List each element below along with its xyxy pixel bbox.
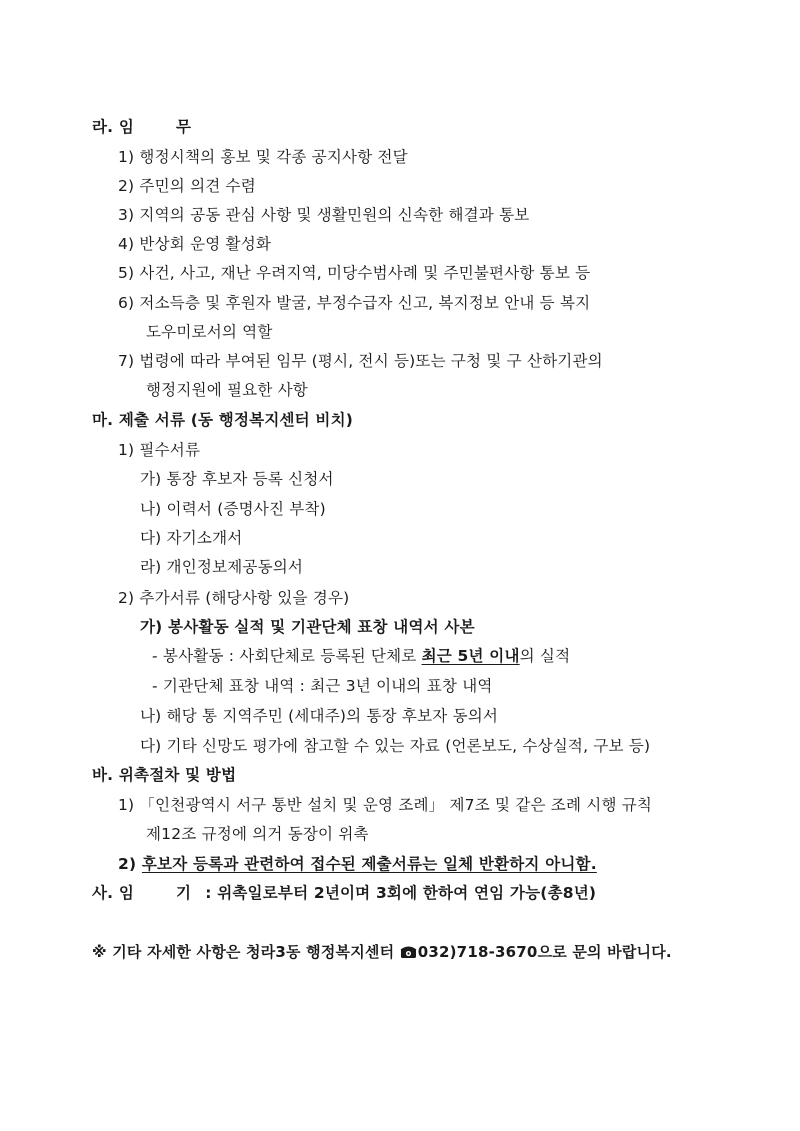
list-item: 2) 후보자 등록과 관련하여 접수된 제출서류는 일체 반환하지 아니함.: [118, 855, 597, 873]
list-item-sub: - 봉사활동 : 사회단체로 등록된 단체로 최근 5년 이내의 실적: [152, 647, 571, 665]
emphasis-recent-5-years: 최근 5년 이내: [421, 647, 520, 665]
list-item: 라) 개인정보제공동의서: [140, 558, 304, 576]
list-item: 가) 통장 후보자 등록 신청서: [140, 470, 334, 488]
section-sa-title: 사. 임 기 : 위촉일로부터 2년이며 3회에 한하여 연임 가능(총8년): [92, 884, 597, 902]
list-item: 나) 해당 통 지역주민 (세대주)의 통장 후보자 동의서: [140, 707, 499, 725]
list-item: 2) 주민의 의견 수렴: [118, 177, 256, 195]
section-ma-title: 마. 제출 서류 (동 행정복지센터 비치): [92, 411, 354, 429]
list-item: 다) 기타 신망도 평가에 참고할 수 있는 자료 (언론보도, 수상실적, 구보 등): [140, 737, 651, 755]
telephone-icon: [400, 944, 417, 964]
list-item: 다) 자기소개서: [140, 529, 243, 547]
list-item: 1) 행정시책의 홍보 및 각종 공지사항 전달: [118, 148, 408, 166]
section-ba-title: 바. 위촉절차 및 방법: [92, 766, 237, 784]
list-item: 가) 봉사활동 실적 및 기관단체 표창 내역서 사본: [140, 618, 475, 636]
list-item: 7) 법령에 따라 부여된 임무 (평시, 전시 등)또는 구청 및 구 산하기관의: [118, 352, 603, 370]
list-item: 5) 사건, 사고, 재난 우려지역, 미당수범사례 및 주민불편사항 통보 등: [118, 264, 591, 282]
subsection-title: 2) 추가서류 (해당사항 있을 경우): [118, 589, 350, 607]
list-item: 1) 「인천광역시 서구 통반 설치 및 운영 조례」 제7조 및 같은 조례 시행 규칙: [118, 796, 653, 814]
list-item-sub: - 기관단체 표창 내역 : 최근 3년 이내의 표창 내역: [152, 677, 493, 695]
list-item: 나) 이력서 (증명사진 부착): [140, 500, 326, 518]
list-item: 6) 저소득층 및 후원자 발굴, 부정수급자 신고, 복지정보 안내 등 복지: [118, 294, 591, 312]
list-item-continuation: 도우미로서의 역할: [146, 323, 273, 341]
subsection-title: 1) 필수서류: [118, 441, 201, 459]
contact-note: ※ 기타 자세한 사항은 청라3동 행정복지센터 032)718-3670으로 문의 바랍니다.: [92, 942, 672, 964]
emphasis-no-return: 후보자 등록과 관련하여 접수된 제출서류는 일체 반환하지 아니함.: [141, 855, 597, 873]
list-item: 4) 반상회 운영 활성화: [118, 235, 272, 253]
section-ra-title: 라. 임 무: [92, 118, 192, 136]
list-item-continuation: 행정지원에 필요한 사항: [146, 381, 308, 399]
list-item: 3) 지역의 공동 관심 사항 및 생활민원의 신속한 해결과 통보: [118, 206, 530, 224]
list-item-continuation: 제12조 규정에 의거 동장이 위촉: [146, 825, 369, 843]
